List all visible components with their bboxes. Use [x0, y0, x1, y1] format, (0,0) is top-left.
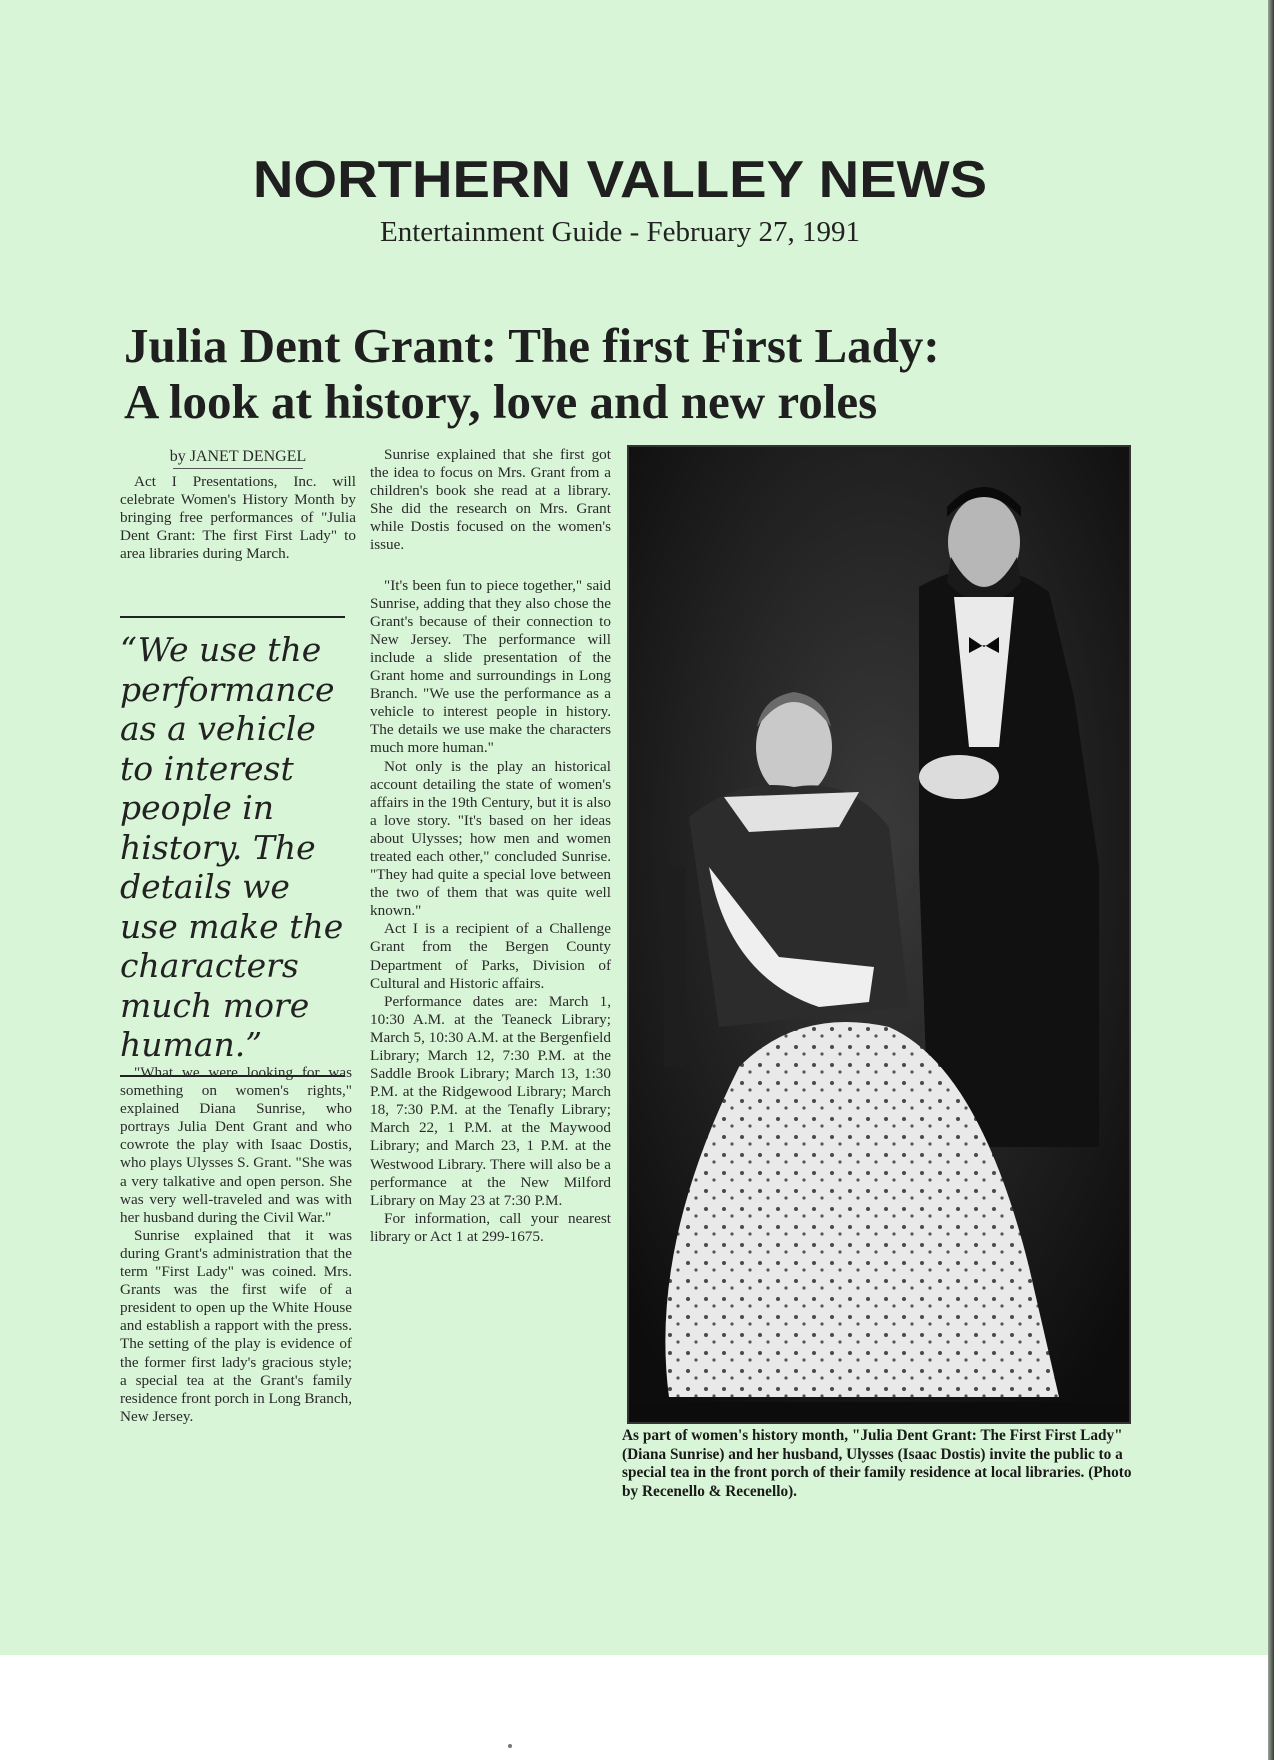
article-headline [124, 318, 1104, 430]
headline-line-2: A look at history, love and new roles [124, 374, 878, 429]
column-2 [370, 446, 611, 1246]
byline: by JANET DENGEL [120, 448, 356, 469]
paragraph: Performance dates are: March 1, 10:30 A.M. at the Teaneck Library; March 5, 10:30 A.M. at the Bergenfield Library; March 12, 7:30 P.M. at the Saddle Brook Library; March 13, 1:30 P.M. at the Ridgewood Library; March 18, 7:30 P.M. at the Tenafly Library; March 22, 1 P.M. at the Maywood Library; and March 23, 1 P.M. at the Westwood Library. There will also be a performance at the New Milford Library on May 23 at 7:30 P.M. [370, 992, 611, 1209]
portrait-photo-illustration [629, 447, 1129, 1422]
photo-caption: As part of women's history month, "Julia Dent Grant: The First First Lady" (Diana Sunrise) and her husband, Ulysses (Isaac Dostis) invite the public to a special tea in the front porch of their family residence at local libraries. (Photo by Recenello & Recenello). [622, 1427, 1132, 1500]
paragraph: Act I is a recipient of a Challenge Grant from the Bergen County Department of Parks, Division of Cultural and Historic affairs. [370, 920, 611, 992]
section-date-line: Entertainment Guide - February 27, 1991 [380, 216, 860, 248]
paragraph: Sunrise explained that she first got the idea to focus on Mrs. Grant from a children's book she read at a library. She did the research on Mrs. Grant while Dostis focused on the women's issue. [370, 446, 611, 554]
article-photo [627, 445, 1131, 1424]
paragraph: "It's been fun to piece together," said Sunrise, adding that they also chose the Grant's because of their connection to New Jersey. The performance will include a slide presentation of the Grant home and surroundings in Long Branch. "We use the performance as a vehicle to interest people in history. The details we use make the characters much more human." [370, 576, 611, 757]
paragraph: "What we were looking for was something on women's rights," explained Diana Sunrise, who portrays Julia Dent Grant and who cowrote the play with Isaac Dostis, who plays Ulysses S. Grant. "She was a very talkative and open person. She was very well-traveled and was with her husband during the Civil War." [120, 1064, 352, 1226]
scan-edge [1268, 0, 1274, 1760]
scan-speck [508, 1744, 512, 1748]
paragraph: Not only is the play an historical account detailing the state of women's affairs in the 19th Century, but it is also a love story. "It's based on her ideas about Ulysses; how men and women treated each other," concluded Sunrise. "They had quite a special love between the two of them that was quite well known." [370, 757, 611, 920]
pull-quote: “We use the performance as a vehicle to interest people in history. The details we use make the characters much more human.” [120, 616, 345, 1077]
newspaper-name: NORTHERN VALLEY NEWS [252, 151, 988, 209]
paragraph: For information, call your nearest library or Act 1 at 299-1675. [370, 1209, 611, 1245]
intro-paragraph: Act I Presentations, Inc. will celebrate Women's History Month by bringing free performances of "Julia Dent Grant: The first First Lady" to area libraries during March. [120, 473, 356, 563]
headline-line-1: Julia Dent Grant: The first First Lady: [124, 318, 940, 373]
paragraph: Sunrise explained that it was during Grant's administration that the term "First Lady" was coined. Mrs. Grants was the first wife of a president to open up the White House and establish a rapport with the press. The setting of the play is evidence of the former first lady's gracious style; a special tea at the Grant's family residence front porch in Long Branch, New Jersey. [120, 1226, 352, 1425]
column-1-top [120, 448, 356, 564]
masthead [160, 150, 1080, 249]
column-1-bottom [120, 1064, 352, 1426]
